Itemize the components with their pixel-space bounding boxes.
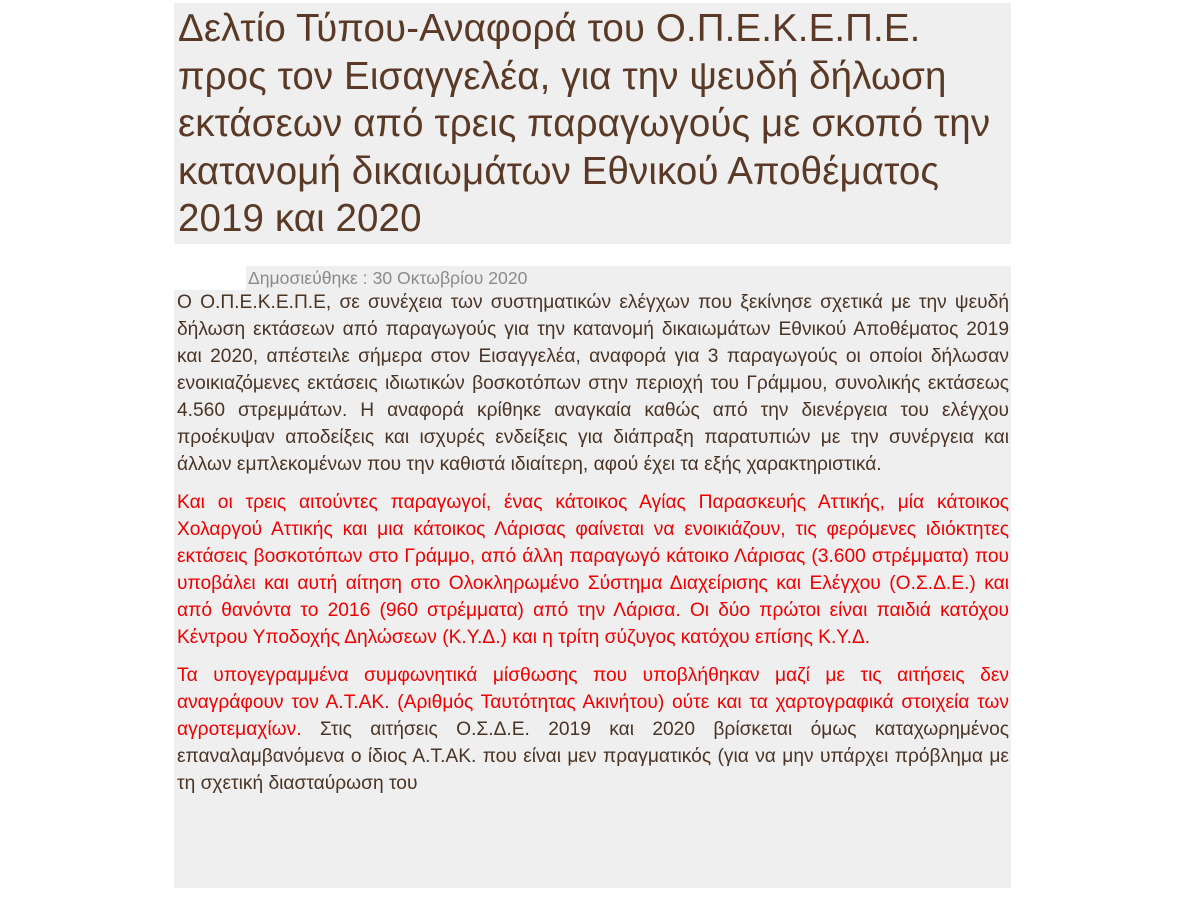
paragraph-intro: Ο Ο.Π.Ε.Κ.Ε.Π.Ε, σε συνέχεια των συστηματικών ελέγχων που ξεκίνησε σχετικά με την ψευδή δήλωση εκτάσεων από παραγωγούς για την κατανομή δικαιωμάτων Εθνικού Αποθέματος 2019 και 2020, απέστειλε σήμερα στον Εισαγγελέα, αναφορά για 3 παραγωγούς οι οποίοι δήλωσαν ενοικιαζόμενες εκτάσεις ιδιωτικών βοσκοτόπων στην περιοχή του Γράμμου, συνολικής εκτάσεως 4.560 στρεμμάτων. Η αναφορά κρίθηκε αναγκαία καθώς από την διενέργεια του ελέγχου προέκυψαν αποδείξεις και ισχυρές ενδείξεις για διάπραξη παρατυπιών με την συνέργεια και άλλων εμπλεκομένων που την καθιστά ιδιαίτερη, αφού έχει τα εξής χαρακτηριστικά. — [177, 292, 1009, 475]
article-title: Δελτίο Τύπου-Αναφορά του Ο.Π.Ε.Κ.Ε.Π.Ε. προς τον Εισαγγελέα, για την ψευδή δήλωση εκτάσεων από τρεις παραγωγούς με σκοπό την κατανομή δικαιωμάτων Εθνικού Αποθέματος 2019 και 2020 — [178, 7, 991, 241]
published-date: Δημοσιεύθηκε : 30 Οκτωβρίου 2020 — [248, 268, 528, 288]
published-indent — [174, 266, 246, 290]
paragraph-contracts-highlight: Τα υπογεγραμμένα συμφωνητικά μίσθωσης που υποβλήθηκαν μαζί με τις αιτήσεις δεν αναγράφουν τον Α.Τ.ΑΚ. (Αριθμός Ταυτότητας Ακινήτου) ούτε και τα χαρτογραφικά στοιχεία των αγροτεμαχίων. — [177, 665, 1009, 740]
title-panel — [174, 3, 1011, 244]
paragraph-contracts-rest: Στις αιτήσεις Ο.Σ.Δ.Ε. 2019 και 2020 βρίσκεται όμως καταχωρημένος επαναλαμβανόμενα ο ίδιος Α.Τ.ΑΚ. που είναι μεν πραγματικός (για να μην υπάρχει πρόβλημα με τη σχετική διασταύρωση του — [177, 719, 1009, 794]
article-body-panel — [174, 266, 1011, 888]
paragraph-applicants: Και οι τρεις αιτούντες παραγωγοί, ένας κάτοικος Αγίας Παρασκευής Αττικής, μία κάτοικος Χολαργού Αττικής και μια κάτοικος Λάρισας φαίνεται να ενοικιάζουν, τις φερόμενες ιδιόκτητες εκτάσεις βοσκοτόπων στο Γράμμο, από άλλη παραγωγό κάτοικο Λάρισας (3.600 στρέμματα) που υποβάλει και αυτή αίτηση στο Ολοκληρωμένο Σύστημα Διαχείρισης και Ελέγχου (Ο.Σ.Δ.Ε.) και από θανόντα το 2016 (960 στρέμματα) από την Λάρισα. Οι δύο πρώτοι είναι παιδιά κατόχου Κέντρου Υποδοχής Δηλώσεων (Κ.Υ.Δ.) και η τρίτη σύζυγος κατόχου επίσης Κ.Υ.Δ. — [177, 492, 1009, 648]
article-text — [177, 289, 1009, 808]
paragraph-contracts — [177, 662, 1009, 797]
